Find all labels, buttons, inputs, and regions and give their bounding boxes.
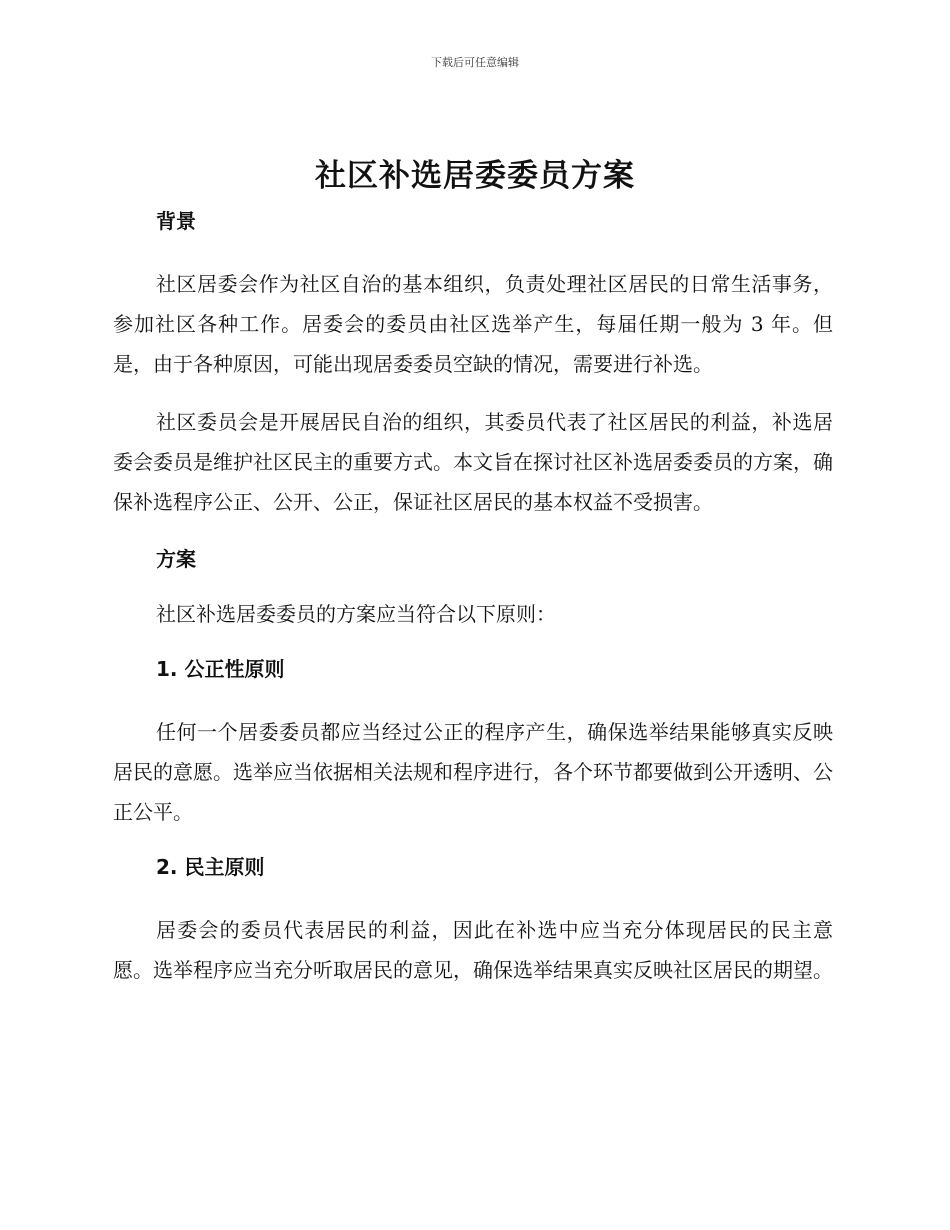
background-paragraph-1: 社区居委会作为社区自治的基本组织，负责处理社区居民的日常生活事务，参加社区各种工作。居委会的委员由社区选举产生，每届任期一般为 3 年。但是，由于各种原因，可能出现居委委员空缺的情况，需要进行补选。 xyxy=(113,272,833,376)
principle-heading-2: 2. 民主原则 xyxy=(156,855,265,879)
section-heading-plan: 方案 xyxy=(156,547,196,571)
background-paragraph-2: 社区委员会是开展居民自治的组织，其委员代表了社区居民的利益，补选居委会委员是维护社区民主的重要方式。本文旨在探讨社区补选居委委员的方案，确保补选程序公正、公开、公正，保证社区居民的基本权益不受损害。 xyxy=(113,410,833,514)
section-heading-background: 背景 xyxy=(156,209,196,233)
plan-intro-paragraph: 社区补选居委委员的方案应当符合以下原则： xyxy=(156,602,556,626)
document-title: 社区补选居委委员方案 xyxy=(315,158,635,194)
header-note: 下载后可任意编辑 xyxy=(431,56,519,69)
document-body xyxy=(113,204,833,990)
principle-heading-1: 1. 公正性原则 xyxy=(156,657,285,681)
principle-paragraph-2: 居委会的委员代表居民的利益，因此在补选中应当充分体现居民的民主意愿。选举程序应当充分听取居民的意见，确保选举结果真实反映社区居民的期望。 xyxy=(113,918,833,982)
principle-paragraph-1: 任何一个居委委员都应当经过公正的程序产生，确保选举结果能够真实反映居民的意愿。选举应当依据相关法规和程序进行，各个环节都要做到公开透明、公正公平。 xyxy=(113,720,833,824)
